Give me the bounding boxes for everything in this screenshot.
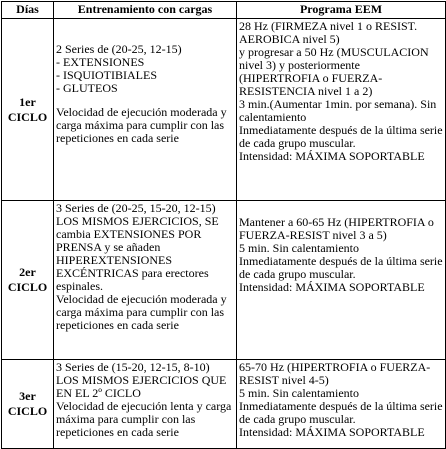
header-row [2,2,446,19]
eem-line: Intensidad: MÁXIMA SOPORTABLE [239,149,425,163]
table-row [2,201,446,360]
cargas-cell [54,360,237,449]
cargas-line: LOS MISMOS EJERCICIOS QUE EN EL 2º CICLO [56,373,227,400]
cargas-cell [54,19,237,201]
eem-cell [237,201,446,360]
header-entrenamiento: Entrenamiento con cargas [54,2,237,19]
eem-line: 5 min. Sin calentamiento [239,241,359,255]
cargas-line: Velocidad de ejecución lenta y carga máxima para cumplir con las repeticiones en cada serie [56,399,232,439]
cargas-line: - ISQUIOTIBIALES [56,68,157,82]
eem-line: 3 min.(Aumentar 1min. por semana). Sin calentamiento [239,97,437,124]
cycle-label [2,360,54,449]
cargas-line: Velocidad de ejecución moderada y carga máxima para cumplir con las repeticiones en cada serie [56,105,227,145]
cargas-line: 3 Series de (20-25, 15-20, 12-15) [56,201,216,215]
eem-line: Intensidad: MÁXIMA SOPORTABLE [239,280,425,294]
cycle-word: CICLO [7,404,48,418]
eem-line: y progresar a 50 Hz (MUSCULACION nivel 3) y posteriormente (HIPERTROFIA o FUERZA-RESISTENCIA nivel 1 a 2) [239,45,429,98]
eem-line: 5 min. Sin calentamiento [239,386,359,400]
cargas-line: Velocidad de ejecución moderada y carga máxima para cumplir con las repeticiones en cada serie [56,292,227,332]
cargas-line: - GLUTEOS [56,81,118,95]
header-programa-eem: Programa EEM [237,2,446,19]
cargas-line: - EXTENSIONES [56,55,145,69]
header-dias: Días [2,2,54,19]
cargas-cell [54,201,237,360]
table-row [2,19,446,201]
eem-line: Mantener a 60-65 Hz (HIPERTROFIA o FUERZA-RESIST nivel 3 a 5) [239,215,434,242]
eem-line: Inmediatamente después de la última serie de cada grupo muscular. [239,399,443,426]
cycle-word: CICLO [7,280,48,294]
cargas-line: LOS MISMOS EJERCICIOS, SE cambia EXTENSIONES POR PRENSA y se añaden HIPEREXTENSIONES EXCÉNTRICAS para erectores espinales. [56,214,219,293]
eem-line: 28 Hz (FIRMEZA nivel 1 o RESIST. AEROBICA nivel 5) [239,19,418,46]
eem-line: 65-70 Hz (HIPERTROFIA o FUERZA-RESIST nivel 4-5) [239,360,431,387]
eem-line: Inmediatamente después de la última serie de cada grupo muscular. [239,254,443,281]
eem-line: Intensidad: MÁXIMA SOPORTABLE [239,425,425,439]
eem-cell [237,19,446,201]
cycle-number: 1er [19,94,36,109]
cycle-number: 2er [19,265,36,279]
cargas-line: 3 Series de (15-20, 12-15, 8-10) [56,360,210,374]
cargas-line: 2 Series de (20-25, 12-15) [56,42,182,56]
cycle-word: CICLO [7,109,48,124]
eem-line: Inmediatamente después de la última serie de cada grupo muscular. [239,123,443,150]
cycle-label [2,201,54,360]
training-plan-table [1,1,446,449]
table-row [2,360,446,449]
cycle-label [2,19,54,201]
cycle-number: 3er [19,389,36,403]
eem-cell [237,360,446,449]
